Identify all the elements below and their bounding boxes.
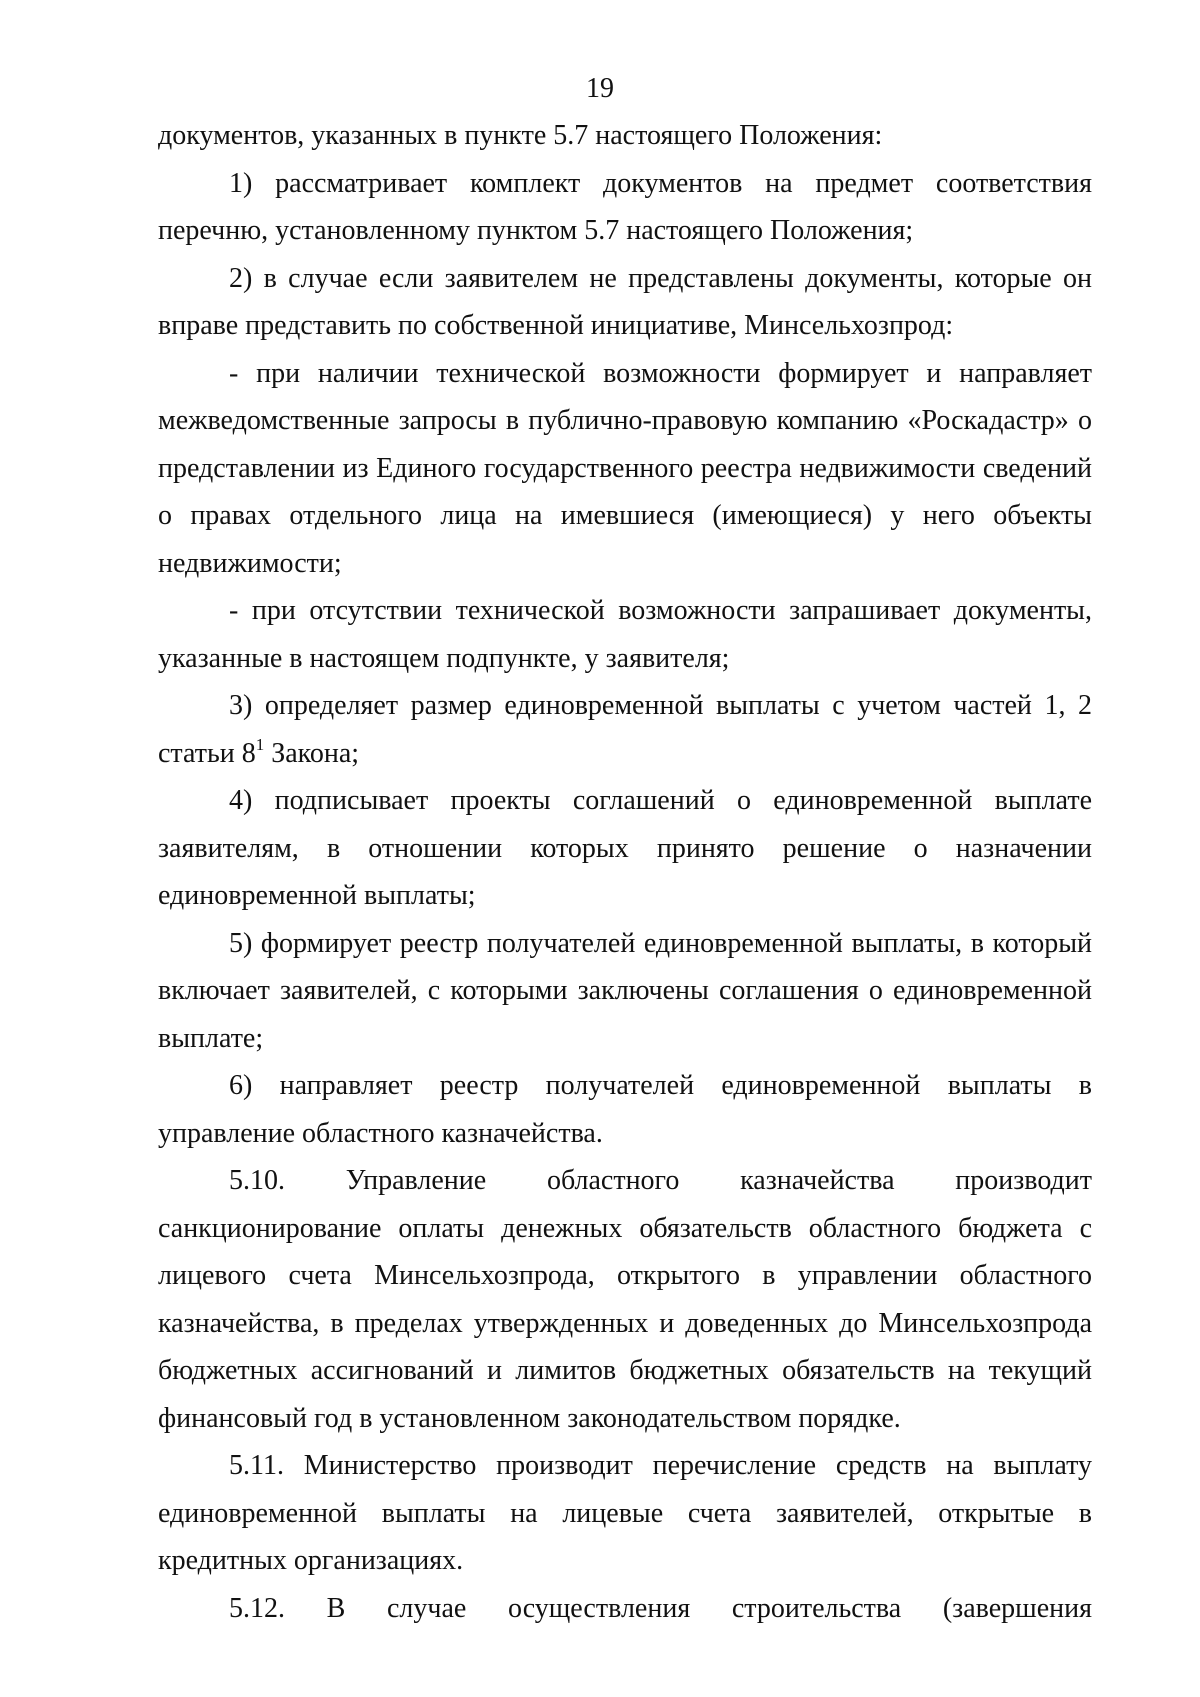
paragraph-item-5: 5) формирует реестр получателей единовременной выплаты, в который включает заявителей, с которыми заключены соглашения о единовременной выплате; (158, 927, 1092, 1054)
paragraph-item-4: 4) подписывает проекты соглашений о единовременной выплате заявителям, в отношении которых принято решение о назначении единовременной выплаты; (158, 785, 1092, 911)
paragraph-item-3-text: 3) определяет размер единовременной выплаты с учетом частей 1, 2 статьи 8 (158, 690, 1092, 769)
paragraph-5-10: 5.10. Управление областного казначейства производит санкционирование оплаты денежных обязательств областного бюджета с лицевого счета Минсельхозпрода, открытого в управлении областного казначейства, в пределах утвержденных и доведенных до Минсельхозпрода бюджетных ассигнований и лимитов бюджетных обязательств на текущий финансовый год в установленном законодательством порядке. (158, 1165, 1092, 1434)
paragraph-item-2: 2) в случае если заявителем не представлены документы, которые он вправе представить по собственной инициативе, Минсельхозпрод: (158, 262, 1092, 341)
paragraph-5-12: 5.12. В случае осуществления строительства (завершения (229, 1592, 1092, 1624)
paragraph-item-3-tail: Закона; (264, 737, 360, 769)
document-body (158, 112, 1092, 1632)
paragraph-continuation: документов, указанных в пункте 5.7 настоящего Положения: (158, 120, 883, 151)
paragraph-dash-technical-possible: - при наличии технической возможности формирует и направляет межведомственные запросы в публично-правовую компанию «Роскадастр» о представлении из Единого государственного реестра недвижимости сведений о правах отдельного лица на имевшиеся (имеющиеся) у него объекты недвижимости; (158, 357, 1092, 579)
paragraph-5-11: 5.11. Министерство производит перечисление средств на выплату единовременной выплаты на лицевые счета заявителей, открытые в кредитных организациях. (158, 1450, 1092, 1576)
paragraph-item-1: 1) рассматривает комплект документов на предмет соответствия перечню, установленному пунктом 5.7 настоящего Положения; (158, 167, 1092, 246)
paragraph-item-3 (158, 682, 1092, 777)
page-number: 19 (586, 73, 614, 104)
article-superscript: 1 (255, 734, 265, 754)
paragraph-dash-technical-absent: - при отсутствии технической возможности запрашивает документы, указанные в настоящем подпункте, у заявителя; (158, 595, 1092, 674)
paragraph-item-6: 6) направляет реестр получателей единовременной выплаты в управление областного казначейства. (158, 1070, 1092, 1149)
